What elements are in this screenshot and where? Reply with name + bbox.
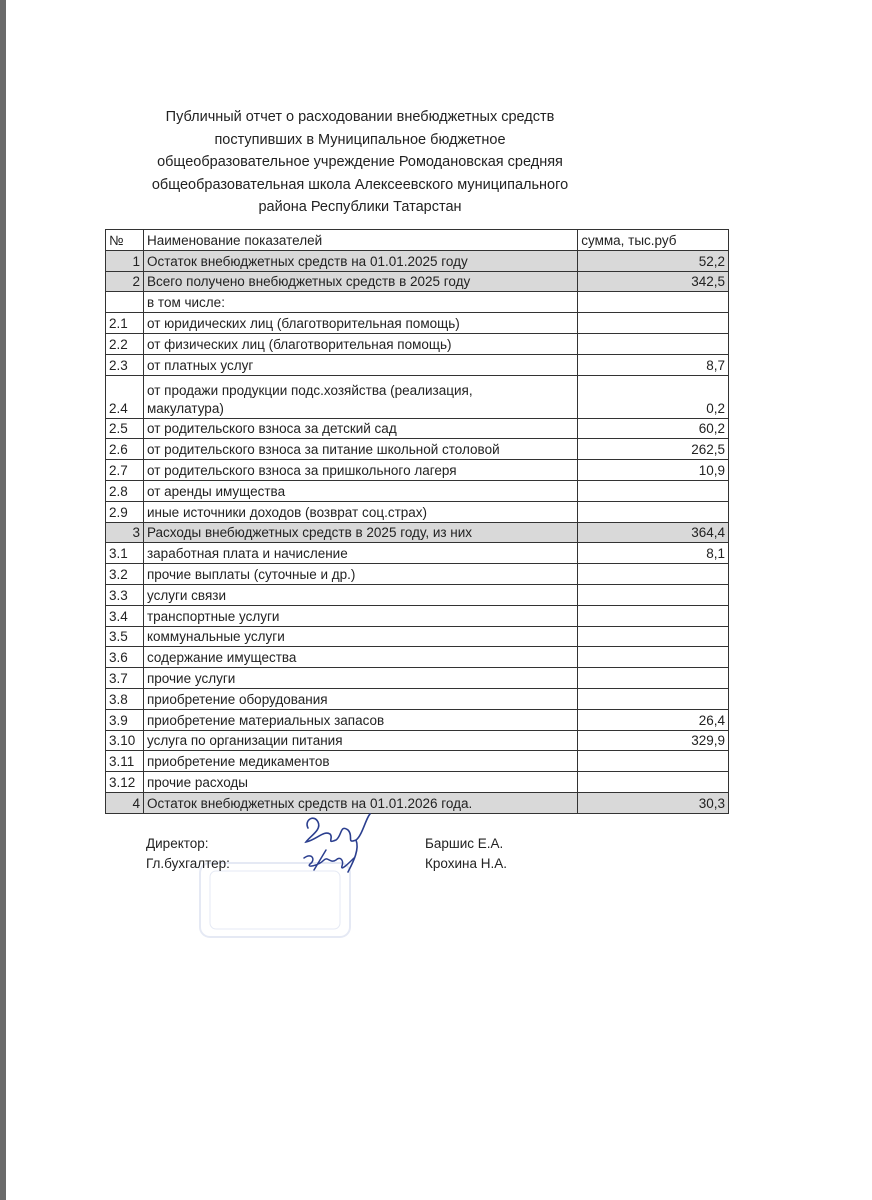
row-name: от аренды имущества [143, 480, 577, 501]
row-number: 2.6 [106, 439, 144, 460]
table-header [106, 230, 729, 251]
table-row [106, 564, 729, 585]
row-number: 3.3 [106, 584, 144, 605]
accountant-label: Гл.бухгалтер: [146, 856, 230, 871]
director-label: Директор: [146, 836, 209, 851]
row-number: 3.1 [106, 543, 144, 564]
table-row [106, 668, 729, 689]
table-row [106, 709, 729, 730]
row-name: прочие услуги [143, 668, 577, 689]
row-number: 2.2 [106, 333, 144, 354]
table-row [106, 543, 729, 564]
table-row [106, 313, 729, 334]
table-row [106, 605, 729, 626]
row-value: 262,5 [578, 439, 729, 460]
row-value: 10,9 [578, 460, 729, 481]
row-name: приобретение материальных запасов [143, 709, 577, 730]
row-number: 3.2 [106, 564, 144, 585]
table-row [106, 792, 729, 813]
row-value [578, 751, 729, 772]
row-value [578, 501, 729, 522]
row-number: 2 [106, 271, 144, 292]
title-line: поступивших в Муниципальное бюджетное [214, 131, 506, 148]
row-value: 364,4 [578, 522, 729, 543]
row-value [578, 333, 729, 354]
row-number: 3.5 [106, 626, 144, 647]
report-title [110, 106, 610, 219]
table-row [106, 439, 729, 460]
row-value: 52,2 [578, 250, 729, 271]
row-number: 2.8 [106, 480, 144, 501]
row-value [578, 688, 729, 709]
table-row [106, 626, 729, 647]
row-number: 3.10 [106, 730, 144, 751]
row-name: в том числе: [143, 292, 577, 313]
table-row [106, 333, 729, 354]
header-number: № [106, 230, 144, 251]
row-name: от платных услуг [143, 354, 577, 375]
table-row [106, 271, 729, 292]
row-value [578, 480, 729, 501]
row-number: 3.7 [106, 668, 144, 689]
table-row [106, 688, 729, 709]
table-row [106, 460, 729, 481]
row-name: прочие выплаты (суточные и др.) [143, 564, 577, 585]
row-number: 2.5 [106, 418, 144, 439]
report-table [105, 229, 729, 814]
title-line: общеобразовательная школа Алексеевского муниципального [151, 176, 569, 193]
table-row [106, 375, 729, 418]
table-row [106, 647, 729, 668]
row-name: от физических лиц (благотворительная помощь) [143, 333, 577, 354]
handwritten-signature-icon [296, 810, 386, 880]
row-number: 3.4 [106, 605, 144, 626]
row-value [578, 584, 729, 605]
row-value: 342,5 [578, 271, 729, 292]
row-value: 0,2 [578, 375, 729, 418]
row-name: заработная плата и начисление [143, 543, 577, 564]
row-value: 26,4 [578, 709, 729, 730]
row-name: иные источники доходов (возврат соц.страх) [143, 501, 577, 522]
row-value: 8,1 [578, 543, 729, 564]
row-value: 60,2 [578, 418, 729, 439]
row-value: 329,9 [578, 730, 729, 751]
row-value [578, 313, 729, 334]
row-name: приобретение медикаментов [143, 751, 577, 772]
row-value: 30,3 [578, 792, 729, 813]
row-name: Остаток внебюджетных средств на 01.01.2025 году [143, 250, 577, 271]
row-name: коммунальные услуги [143, 626, 577, 647]
row-name: от родительского взноса за детский сад [143, 418, 577, 439]
row-value [578, 626, 729, 647]
row-number: 4 [106, 792, 144, 813]
row-name: Всего получено внебюджетных средств в 2025 году [143, 271, 577, 292]
header-name: Наименование показателей [143, 230, 577, 251]
row-name: приобретение оборудования [143, 688, 577, 709]
row-name: от юридических лиц (благотворительная помощь) [143, 313, 577, 334]
table-row [106, 418, 729, 439]
row-value [578, 668, 729, 689]
row-number: 3.8 [106, 688, 144, 709]
row-number: 3.11 [106, 751, 144, 772]
row-name: транспортные услуги [143, 605, 577, 626]
row-name: услуга по организации питания [143, 730, 577, 751]
row-number: 3 [106, 522, 144, 543]
table-row [106, 250, 729, 271]
row-number: 2.9 [106, 501, 144, 522]
table-row [106, 501, 729, 522]
row-value [578, 772, 729, 793]
row-name-line: от продажи продукции подс.хозяйства (реализация, [146, 382, 473, 398]
row-name [143, 375, 577, 418]
row-number: 2.4 [106, 375, 144, 418]
table-row [106, 480, 729, 501]
table-row [106, 584, 729, 605]
row-number: 2.7 [106, 460, 144, 481]
row-number: 3.12 [106, 772, 144, 793]
table-row [106, 772, 729, 793]
table-row [106, 292, 729, 313]
row-number: 3.6 [106, 647, 144, 668]
title-line: района Республики Татарстан [258, 199, 462, 215]
row-number: 2.3 [106, 354, 144, 375]
row-name-line: макулатура) [146, 400, 224, 416]
row-value: 8,7 [578, 354, 729, 375]
row-value [578, 647, 729, 668]
table-row [106, 730, 729, 751]
row-value [578, 292, 729, 313]
row-name: Расходы внебюджетных средств в 2025 году, из них [143, 522, 577, 543]
row-name: от родительского взноса за пришкольного лагеря [143, 460, 577, 481]
row-name: от родительского взноса за питание школьной столовой [143, 439, 577, 460]
row-name: услуги связи [143, 584, 577, 605]
director-name: Баршис Е.А. [425, 836, 504, 851]
row-number: 1 [106, 250, 144, 271]
row-name: Остаток внебюджетных средств на 01.01.2026 года. [143, 792, 577, 813]
table-row [106, 522, 729, 543]
row-name: содержание имущества [143, 647, 577, 668]
row-number: 2.1 [106, 313, 144, 334]
row-number [106, 292, 144, 313]
accountant-name: Крохина Н.А. [425, 856, 507, 871]
header-amount: сумма, тыс.руб [578, 230, 729, 251]
title-line: общеобразовательное учреждение Ромодановская средняя [157, 154, 563, 170]
scan-edge [0, 0, 6, 1200]
table-row [106, 354, 729, 375]
table-row [106, 751, 729, 772]
row-number: 3.9 [106, 709, 144, 730]
row-name: прочие расходы [143, 772, 577, 793]
row-value [578, 605, 729, 626]
row-value [578, 564, 729, 585]
title-line: Публичный отчет о расходовании внебюджетных средств [165, 109, 555, 125]
